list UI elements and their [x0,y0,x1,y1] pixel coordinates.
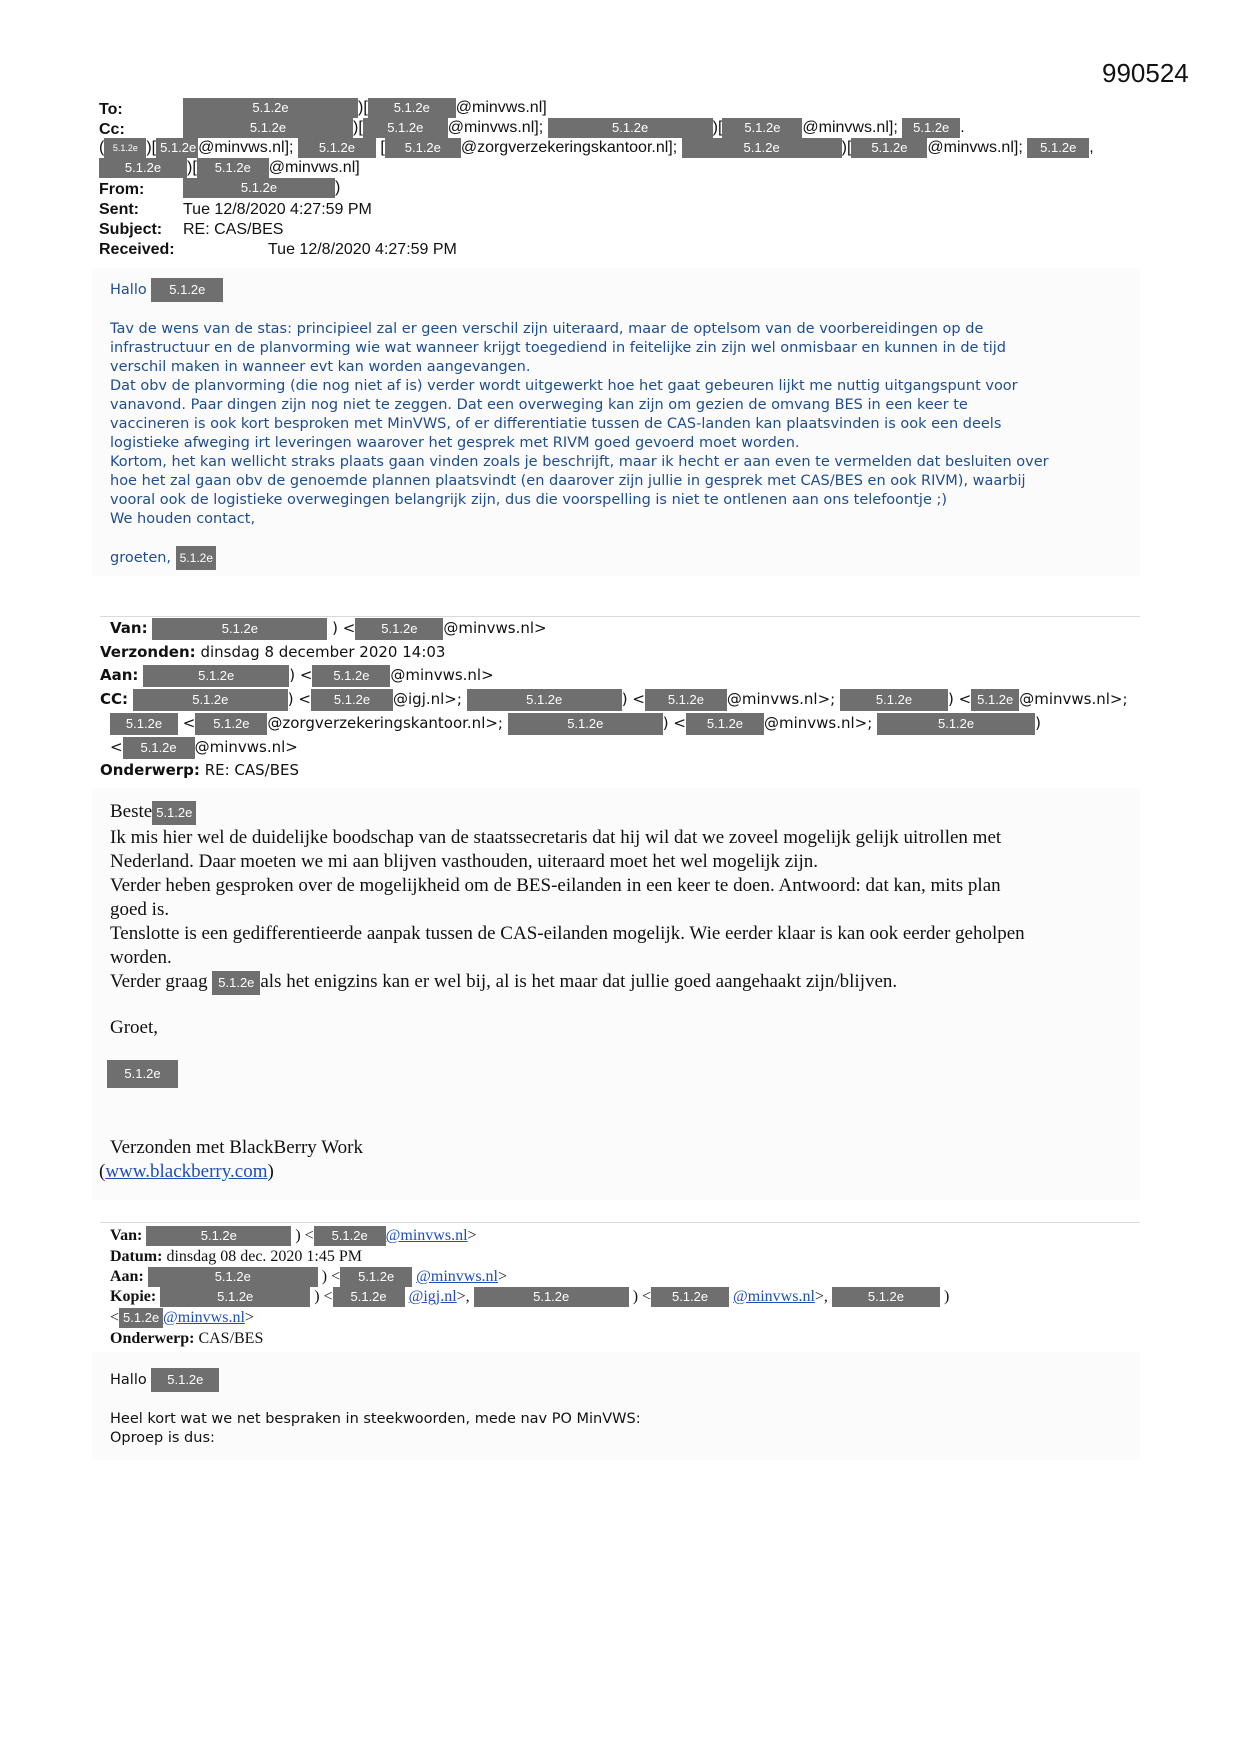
sent-value: Tue 12/8/2020 4:27:59 PM [183,201,372,218]
redaction: 5.1.2e [832,1287,940,1307]
from-value: 5.1.2e ) [183,178,340,198]
redaction: 5.1.2e [467,689,622,711]
redaction: 5.1.2e [651,1287,729,1307]
redaction: 5.1.2e [119,1308,163,1328]
mail5-line2: Oproep is dus: [110,1430,215,1446]
mail5-line1: Heel kort wat we net bespraken in steekwoorden, mede nav PO MinVWS: [110,1411,641,1427]
email-link[interactable]: @minvws.nl [733,1288,815,1305]
redaction: 5.1.2e [195,713,267,735]
redaction: 5.1.2e [183,118,353,138]
mail2-cc-line3: < 5.1.2e @minvws.nl> [110,736,298,760]
redaction: 5.1.2e [148,1267,318,1287]
mail4-aan: Aan: 5.1.2e ) < 5.1.2e @minvws.nl> [110,1266,507,1287]
mail2-cc-line2: 5.1.2e < 5.1.2e @zorgverzekeringskantoor.nl>; 5.1.2e ) < 5.1.2e @minvws.nl>; 5.1.2e ) [110,712,1041,736]
redaction: 5.1.2e [355,618,443,640]
from-label: From: [99,181,145,198]
mail3-blackberry-link-line: (www.blackberry.com) [99,1161,274,1182]
mail2-van: Van: 5.1.2e ) < 5.1.2e @minvws.nl> [110,617,547,641]
email-link[interactable]: @igj.nl [408,1288,457,1305]
redaction: 5.1.2e [197,158,269,178]
mail2-aan: Aan: 5.1.2e ) < 5.1.2e @minvws.nl> [100,664,494,688]
redaction: 5.1.2e [385,138,461,158]
received-label: Received: [99,241,175,258]
redaction: 5.1.2e [312,665,390,687]
cc-recipients-line2: ( 5.1.2e )[ 5.1.2e @minvws.nl]; 5.1.2e [ 5.1.2e @zorgverzekeringskantoor.nl]; 5.1.2e )[ 5.1.2e @minvws.nl]; 5.1.2e , [99,139,1094,157]
to-recipients: 5.1.2e )[ 5.1.2e @minvws.nl] [183,98,547,118]
mail4-datum: Datum: dinsdag 08 dec. 2020 1:45 PM [110,1248,362,1265]
blackberry-link[interactable]: www.blackberry.com [105,1161,268,1182]
redaction: 5.1.2e [143,665,289,687]
mail1-body: Tav de wens van de stas: principieel zal er geen verschil zijn uiteraard, maar de optelsom van de voorbereidingen op de infrastructuur en de planvorming wie wat wanneer krijgt toegediend in feitelijke zin zijn wel onmisbaar en kunnen in de tijd verschil maken in wanneer evt kan worden aangevangen. Dat obv de planvorming (die nog niet af is) verder wordt uitgewerkt hoe het gaat gebeuren lijkt me nuttig uitgangspunt voor vanavond. Paar dingen zijn nog niet te zeggen. Dat een overweging kan zijn om gezien de omvang BES in een keer te vaccineren is ook kort besproken met MinVWS, of er differentiatie tussen de CAS-landen kan plaatsvinden is ook een deels logistieke afweging irt leveringen waarover het gesprek met RIVM goed gevoerd moet worden. Kortom, het kan wellicht straks plaats gaan vinden zoals je beschrijft, maar ik hecht er aan even te vermelden dat besluiten over hoe het zal gaan obv de genoemde plannen plaatsvindt (en daarover zijn jullie in gesprek met CAS/BES en ook RIVM), waarbij vooral ook de logistieke overwegingen belangrijk zijn, dus die voorspelling is niet te ontlenen aan ons telefoontje ;) We houden contact, [110,321,1049,527]
redaction: 5.1.2e [645,689,727,711]
to-label: To: [99,101,123,118]
redaction: 5.1.2e [368,98,456,118]
redaction: 5.1.2e [152,618,327,640]
mail3-last-line: Verder graag 5.1.2e als het enigzins kan er wel bij, al is het maar dat jullie goed aangehaakt zijn/blijven. [110,970,897,995]
subject-value: RE: CAS/BES [183,221,284,238]
redaction: 5.1.2e [971,689,1019,711]
redaction: 5.1.2e [851,138,927,158]
redaction: 5.1.2e [160,1287,310,1307]
sent-label: Sent: [99,201,139,218]
mail2-onderwerp: Onderwerp: RE: CAS/BES [100,761,300,779]
mail4-van: Van: 5.1.2e ) < 5.1.2e @minvws.nl> [110,1225,477,1246]
mail3-body: Ik mis hier wel de duidelijke boodschap van de staatssecretaris dat hij wil dat we zoveel mogelijk gelijk uitrollen met Nederland. Daar moeten we mi aan blijven vasthouden, uiteraard moet het wel mogelijk zijn. Verder heben gesproken over de mogelijkheid om de BES-eilanden in een keer te doen. Antwoord: dat kan, mits plan goed is. Tenslotte is een gedifferentieerde aanpak tussen de CAS-eilanden mogelijk. Wie eerder klaar is kan ook eerder geholpen worden. [110,827,1025,968]
received-value: Tue 12/8/2020 4:27:59 PM [268,241,457,258]
redaction: 5.1.2e [333,1287,405,1307]
redaction: 5.1.2e [99,158,187,178]
redaction: 5.1.2e [110,713,178,735]
mail2-verzonden: Verzonden: dinsdag 8 december 2020 14:03 [100,643,446,661]
redaction: 5.1.2e [212,971,260,995]
mail4-kopie: Kopie: 5.1.2e ) < 5.1.2e @igj.nl>, 5.1.2e ) < 5.1.2e @minvws.nl>, 5.1.2e ) [110,1286,949,1307]
redaction: 5.1.2e [902,118,960,138]
redaction: 5.1.2e [340,1267,412,1287]
cc-recipients-line3: 5.1.2e )[ 5.1.2e @minvws.nl] [99,158,360,178]
redaction: 5.1.2e [298,138,376,158]
mail5-greeting: Hallo 5.1.2e [110,1368,219,1392]
mail2-cc-line1: CC: 5.1.2e ) < 5.1.2e @igj.nl>; 5.1.2e ) < 5.1.2e @minvws.nl>; 5.1.2e ) < 5.1.2e @minvws.nl>; [100,688,1128,712]
mail4-onderwerp: Onderwerp: CAS/BES [110,1330,264,1347]
redaction: 5.1.2e [151,278,223,302]
redaction: 5.1.2e [314,1226,386,1246]
redaction: 5.1.2e [363,118,448,138]
email-link[interactable]: @minvws.nl [163,1309,245,1326]
mail3-greeting: Beste 5.1.2e [110,800,196,825]
redaction: 5.1.2e [107,1060,178,1088]
redaction: 5.1.2e [151,1368,219,1392]
redaction: 5.1.2e [474,1287,629,1307]
mail3-signature [107,1060,178,1088]
redaction: 5.1.2e [1027,138,1089,158]
redaction: 5.1.2e [123,737,195,759]
cc-label: Cc: [99,121,125,138]
redaction: 5.1.2e [152,801,196,825]
redaction: 5.1.2e [682,138,842,158]
email-link[interactable]: @minvws.nl [416,1268,498,1285]
mail4-kopie-line2: < 5.1.2e @minvws.nl> [110,1307,254,1328]
subject-label: Subject: [99,221,163,238]
mail3-sent-with: Verzonden met BlackBerry Work [110,1137,363,1158]
mail1-greeting: Hallo 5.1.2e [110,278,223,302]
redaction: 5.1.2e [176,546,216,570]
redaction: 5.1.2e [311,689,393,711]
email-link[interactable]: @minvws.nl [385,1227,468,1244]
redaction: 5.1.2e [183,98,358,118]
document-number: 990524 [1102,58,1189,88]
redaction: 5.1.2e [722,118,802,138]
redaction: 5.1.2e [183,178,335,198]
redaction: 5.1.2e [686,713,764,735]
cc-recipients-line1: 5.1.2e )[ 5.1.2e @minvws.nl]; 5.1.2e )[ 5.1.2e @minvws.nl]; 5.1.2e . [183,118,965,138]
redaction: 5.1.2e [104,138,146,158]
redaction: 5.1.2e [840,689,948,711]
redaction: 5.1.2e [548,118,713,138]
mail3-closing: Groet, [110,1017,159,1038]
redaction: 5.1.2e [133,689,288,711]
mail1-closing: groeten, 5.1.2e [110,546,216,570]
redaction: 5.1.2e [508,713,663,735]
redaction: 5.1.2e [156,138,198,158]
redaction: 5.1.2e [146,1226,291,1246]
redaction: 5.1.2e [877,713,1035,735]
